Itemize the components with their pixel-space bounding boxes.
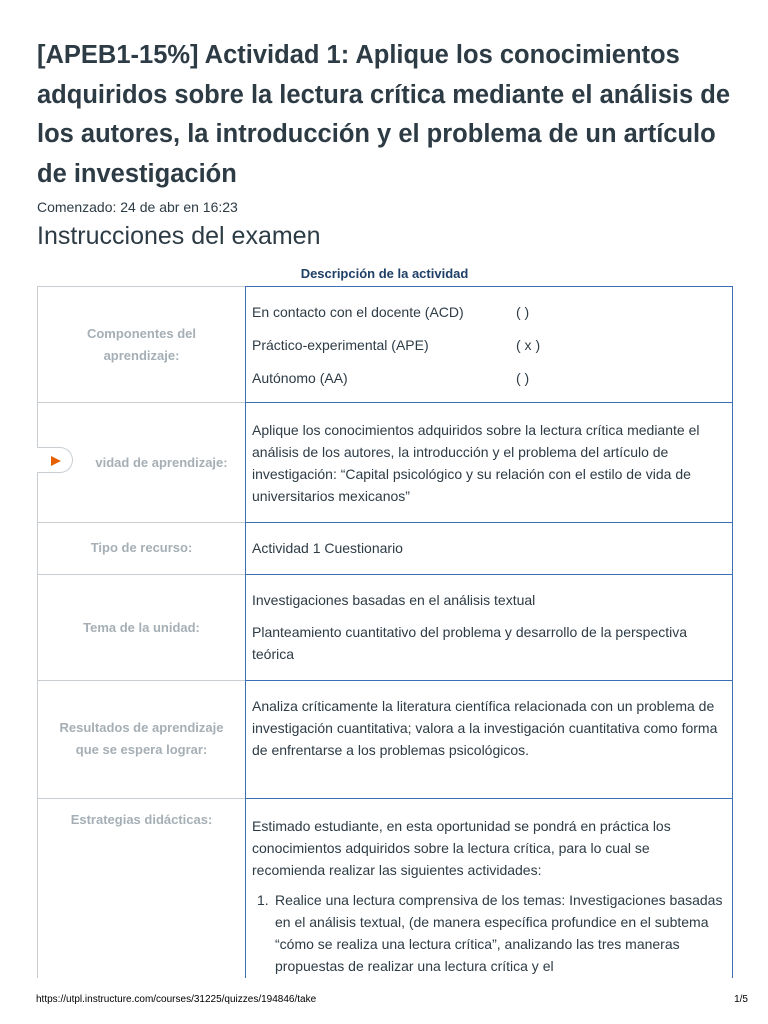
play-triangle-icon [50,455,62,467]
resource-label [37,522,245,574]
strategies-label-text: Estrategias didácticas: [70,812,213,827]
components-cell [245,286,733,402]
component-mark: ( ) [516,370,530,386]
results-cell [245,680,733,798]
unit-label-text: Tema de la unidad: [83,620,200,635]
strategies-label [37,798,245,978]
component-label: En contacto con el docente (ACD) [252,304,464,320]
resource-text: Actividad 1 Cuestionario [252,540,403,556]
unit-label [37,574,245,680]
strategies-cell [245,798,733,978]
list-item-text: Realice una lectura comprensiva de los temas: Investigaciones basadas en el análisis textual, (de manera específica profundice en el subtema “cómo se realiza una lectura crítica”, analizando las tres maneras propuestas de realizar una lectura crítica y el [275,892,723,974]
results-label [37,680,245,798]
results-label-line: que se espera lograr: [75,742,208,757]
table-caption: Descripción de la actividad [300,266,469,281]
list-item-number: 1. [257,892,269,908]
component-label: Práctico-experimental (APE) [252,337,429,353]
components-label-line: Componentes del [86,326,197,341]
print-url: https://utpl.instructure.com/courses/31225/quizzes/194846/take [36,994,317,1005]
resource-label-text: Tipo de recurso: [90,540,193,555]
unit-text: Planteamiento cuantitativo del problema y desarrollo de la perspectiva teórica [252,624,688,662]
component-mark: ( x ) [516,337,541,353]
results-label-line: Resultados de aprendizaje [59,720,224,735]
component-label: Autónomo (AA) [252,370,348,386]
play-button[interactable] [37,447,73,473]
activity-label-text: vidad de aprendizaje: [95,455,228,470]
strategies-intro: Estimado estudiante, en esta oportunidad se pondrá en práctica los conocimientos adquiridos sobre la lectura crítica, para lo cual se recomienda realizar las siguientes actividades: [252,818,671,878]
components-label-line: aprendizaje: [103,348,180,363]
activity-text: Aplique los conocimientos adquiridos sobre la lectura crítica mediante el análisis de los autores, la introducción y el problema del artículo de investigación: “Capital psicológico y su relación con el estilo de vida de universitarios mexicanos” [252,422,700,504]
print-page-number: 1/5 [734,994,748,1005]
component-mark: ( ) [516,304,530,320]
unit-text: Investigaciones basadas en el análisis textual [252,592,536,608]
started-timestamp: Comenzado: 24 de abr en 16:23 [37,199,238,215]
strategies-list [252,889,726,977]
page-title: [APEB1-15%] Actividad 1: Aplique los conocimientos adquiridos sobre la lectura crítica mediante el análisis de los autores, la introducción y el problema de un artículo de investigación [37,41,731,188]
resource-cell [245,522,733,574]
instructions-heading: Instrucciones del examen [37,222,321,250]
components-label [37,286,245,402]
activity-cell [245,402,733,522]
results-text: Analiza críticamente la literatura científica relacionada con un problema de investigación cuantitativa; valora a la investigación cuantitativa como forma de enfrentarse a los problemas psicológicos. [252,698,718,758]
unit-cell [245,574,733,680]
list-item [252,889,726,977]
